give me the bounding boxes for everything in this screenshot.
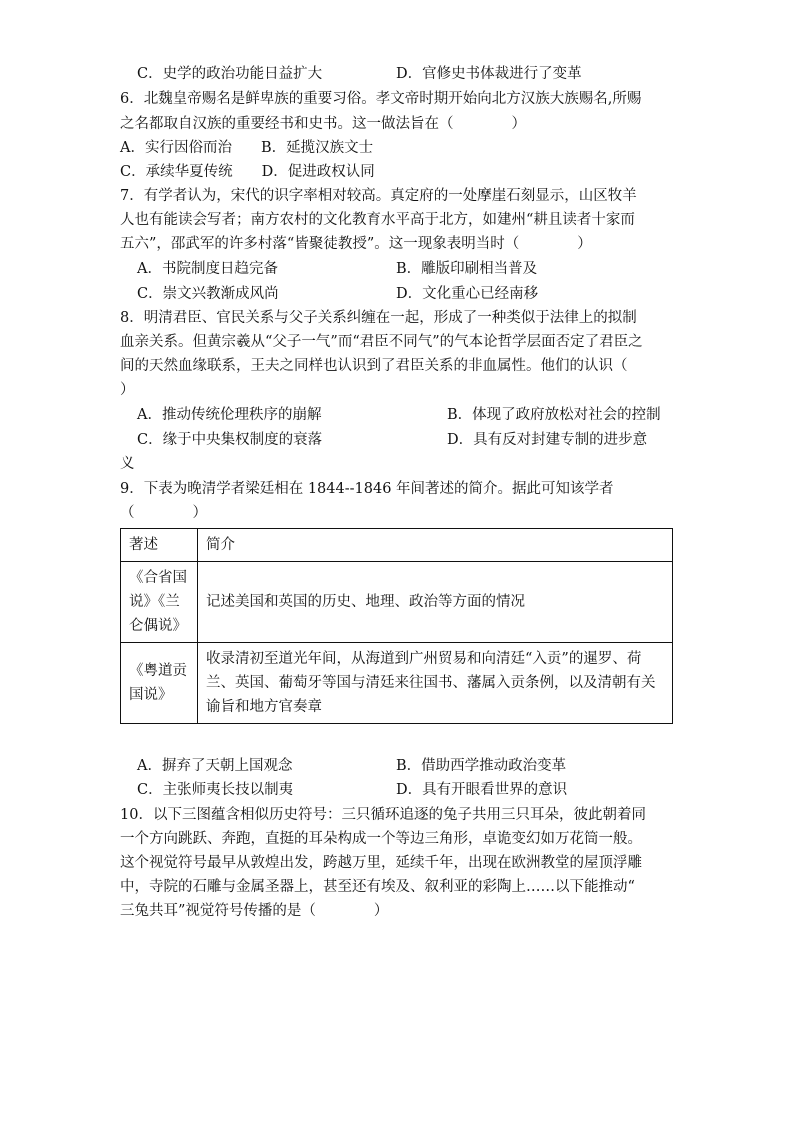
q7-option-b: B．雕版印刷相当普及 <box>396 261 538 277</box>
q8-option-d: D．具有反对封建专制的进步意 <box>447 432 648 448</box>
q7-option-a: A．书院制度日趋完备 <box>137 261 278 277</box>
q9-stem-line-2: （ ） <box>120 505 207 521</box>
q9-option-c: C．主张师夷长技以制夷 <box>137 782 294 798</box>
q10-stem-line-5: 三兔共耳”视觉符号传播的是（ ） <box>120 903 389 919</box>
q7-stem-line-3: 五六”，邵武军的许多村落“皆聚徒教授”。这一现象表明当时（ ） <box>120 236 592 252</box>
q8-stem-line-1: 8．明清君臣、官民关系与父子关系纠缠在一起，形成了一种类似于法律上的拟制 <box>120 310 637 326</box>
table-header-cell: 著述 <box>121 529 198 562</box>
q5-option-d: D．官修史书体裁进行了变革 <box>396 66 582 82</box>
q6-stem-line-2: 之名都取自汉族的重要经书和史书。这一做法旨在（ ） <box>120 116 526 132</box>
q8-stem-line-4: ） <box>120 382 135 398</box>
q8-stem-line-3: 间的天然血缘联系，王夫之同样也认识到了君臣关系的非血属性。他们的认识（ <box>120 358 628 374</box>
q8-option-b: B．体现了政府放松对社会的控制 <box>447 407 661 423</box>
q9-option-d: D．具有开眼看世界的意识 <box>396 782 568 798</box>
q8-stem-line-2: 血亲关系。但黄宗羲从“父子一气”而“君臣不同气”的气本论哲学层面否定了君臣之 <box>120 334 643 350</box>
q8-option-d-continued: 义 <box>120 456 135 472</box>
q6-stem-line-1: 6．北魏皇帝赐名是鲜卑族的重要习俗。孝文帝时期开始向北方汉族大族赐名,所赐 <box>120 91 642 107</box>
q5-option-c: C．史学的政治功能日益扩大 <box>137 66 323 82</box>
table-cell-work: 《合省国说》《兰仑偶说》 <box>121 562 198 643</box>
q6-options-cd: C．承续华夏传统 D．促进政权认同 <box>120 164 375 180</box>
q8-option-c: C．缘于中央集权制度的衰落 <box>137 432 323 448</box>
q10-stem-line-3: 这个视觉符号最早从敦煌出发，跨越万里，延续千年，出现在欧洲教堂的屋顶浮雕 <box>120 855 642 871</box>
table-header-cell: 简介 <box>198 529 673 562</box>
q7-stem-line-1: 7．有学者认为，宋代的识字率相对较高。真定府的一处摩崖石刻显示，山区牧羊 <box>120 188 637 204</box>
q7-stem-line-2: 人也有能读会写者；南方农村的文化教育水平高于北方，如建州“耕且读者十家而 <box>120 212 635 228</box>
table-cell-work: 《粤道贡国说》 <box>121 643 198 724</box>
q10-stem-line-2: 一个方向跳跃、奔跑，直挺的耳朵构成一个等边三角形，卓诡变幻如万花筒一般。 <box>120 831 642 847</box>
table-header-row <box>121 529 673 562</box>
q9-option-a: A．摒弃了天朝上国观念 <box>137 758 293 774</box>
table-cell-summary: 收录清初至道光年间，从海道到广州贸易和向清廷“入贡”的暹罗、荷兰、英国、葡萄牙等国与清廷来往国书、藩属入贡条例，以及清朝有关谕旨和地方官奏章 <box>198 643 673 724</box>
q10-stem-line-4: 中，寺院的石雕与金属圣器上，甚至还有埃及、叙利亚的彩陶上……以下能推动“ <box>120 879 635 895</box>
q7-option-d: D．文化重心已经南移 <box>396 286 539 302</box>
table-row <box>121 562 673 643</box>
table-cell-summary: 记述美国和英国的历史、地理、政治等方面的情况 <box>198 562 673 643</box>
q7-option-c: C．崇文兴教渐成风尚 <box>137 286 279 302</box>
q9-stem-line-1: 9．下表为晚清学者梁廷相在 1844--1846 年间著述的简介。据此可知该学者 <box>120 481 614 497</box>
q10-stem-line-1: 10．以下三图蕴含相似历史符号：三只循环追逐的兔子共用三只耳朵，彼此朝着同 <box>120 807 646 823</box>
q9-option-b: B．借助西学推动政治变革 <box>396 758 567 774</box>
q8-option-a: A．推动传统伦理秩序的崩解 <box>137 407 322 423</box>
q6-options-ab: A．实行因俗而治 B．延揽汉族文士 <box>120 140 374 156</box>
q9-table <box>120 528 673 724</box>
table-row <box>121 643 673 724</box>
